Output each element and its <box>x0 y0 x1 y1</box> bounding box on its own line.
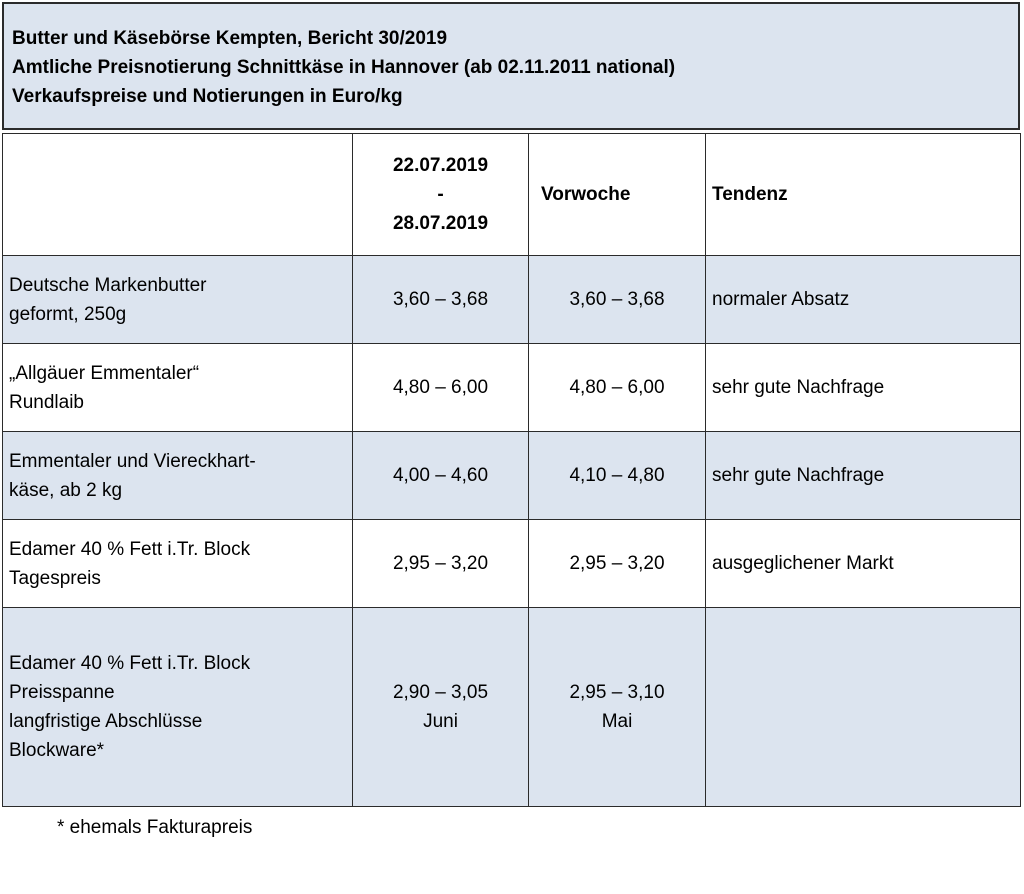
report-subtitle: Amtliche Preisnotierung Schnittkäse in Hannover (ab 02.11.2011 national) <box>12 57 676 78</box>
trend-cell: sehr gute Nachfrage <box>706 344 1021 432</box>
report-header <box>2 2 1020 130</box>
trend-cell: normaler Absatz <box>706 256 1021 344</box>
product-cell <box>3 608 353 807</box>
product-cell <box>3 256 353 344</box>
current-price: 4,00 – 4,60 <box>392 465 489 486</box>
column-header-row <box>3 134 1021 256</box>
product-line: Edamer 40 % Fett i.Tr. Block <box>9 538 251 560</box>
report-units: Verkaufspreise und Notierungen in Euro/kg <box>12 86 403 107</box>
product-cell <box>3 344 353 432</box>
previous-price: 2,95 – 3,20 <box>569 553 665 574</box>
product-line: Deutsche Markenbutter <box>9 274 207 296</box>
price-table <box>2 133 1021 807</box>
product-cell <box>3 520 353 608</box>
trend-cell <box>706 608 1021 807</box>
footnote: * ehemals Fakturapreis <box>57 817 253 838</box>
current-price: 3,60 – 3,68 <box>392 289 489 310</box>
column-header-previous-week: Vorwoche <box>529 134 706 256</box>
current-price-month: Juni <box>423 711 458 732</box>
product-line: Rundlaib <box>9 391 84 413</box>
current-price-cell <box>353 256 529 344</box>
previous-price-cell <box>529 520 706 608</box>
column-header-product <box>3 134 353 256</box>
previous-price-cell <box>529 432 706 520</box>
trend-cell: ausgeglichener Markt <box>706 520 1021 608</box>
current-price-cell <box>353 520 529 608</box>
table-row <box>3 344 1021 432</box>
table-row <box>3 520 1021 608</box>
product-line: Emmentaler und Viereckhart- <box>9 450 256 472</box>
previous-price-cell <box>529 256 706 344</box>
column-header-period <box>353 134 529 256</box>
current-price-cell <box>353 432 529 520</box>
previous-price-cell <box>529 344 706 432</box>
table-row <box>3 432 1021 520</box>
previous-price-cell <box>529 608 706 807</box>
product-line: langfristige Abschlüsse <box>9 711 203 732</box>
period-separator: - <box>437 184 444 205</box>
product-line: geformt, 250g <box>9 303 127 325</box>
period-from: 22.07.2019 <box>392 155 489 176</box>
previous-price: 3,60 – 3,68 <box>569 289 665 310</box>
current-price-cell <box>353 344 529 432</box>
product-line: käse, ab 2 kg <box>9 479 123 501</box>
product-line: Blockware* <box>9 740 105 761</box>
current-price: 2,95 – 3,20 <box>392 553 489 574</box>
product-cell <box>3 432 353 520</box>
previous-price: 4,80 – 6,00 <box>569 377 665 398</box>
product-line: „Allgäuer Emmentaler“ <box>9 362 200 384</box>
report-title: Butter und Käsebörse Kempten, Bericht 30/2019 <box>12 28 448 49</box>
current-price-cell <box>353 608 529 807</box>
table-row <box>3 608 1021 807</box>
current-price: 4,80 – 6,00 <box>392 377 489 398</box>
previous-price: 2,95 – 3,10 <box>569 682 665 703</box>
current-price: 2,90 – 3,05 <box>392 682 489 703</box>
product-line: Edamer 40 % Fett i.Tr. Block <box>9 653 251 674</box>
period-to: 28.07.2019 <box>392 213 489 234</box>
product-line: Tagespreis <box>9 567 101 589</box>
previous-price-month: Mai <box>601 711 633 732</box>
table-row <box>3 256 1021 344</box>
previous-price: 4,10 – 4,80 <box>569 465 665 486</box>
trend-cell: sehr gute Nachfrage <box>706 432 1021 520</box>
column-header-trend: Tendenz <box>706 134 1021 256</box>
product-line: Preisspanne <box>9 682 115 703</box>
